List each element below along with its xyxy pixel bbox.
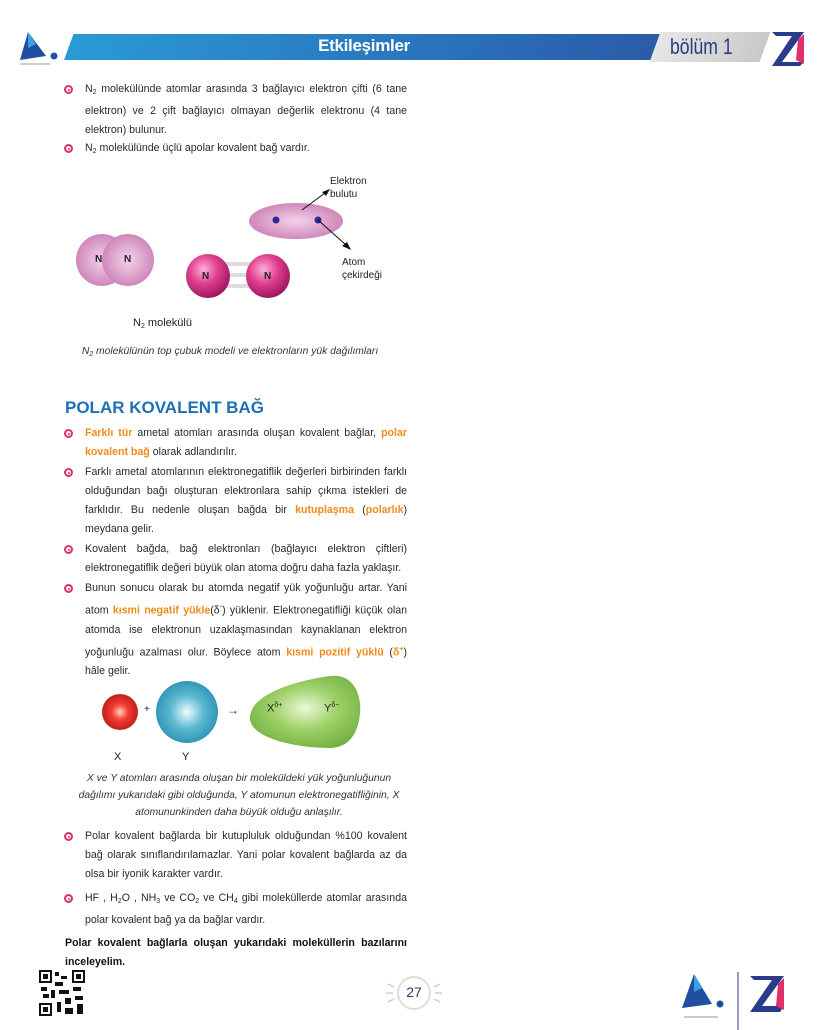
subscript: 3 <box>156 898 161 905</box>
text: ( <box>383 646 393 659</box>
highlight: kısmi pozitif yüklü <box>286 646 384 659</box>
qr-code-icon[interactable] <box>39 970 85 1016</box>
z-logo <box>768 30 808 71</box>
highlight: kutuplaşma <box>295 504 355 516</box>
header-title: Etkileşimler <box>318 36 410 55</box>
text: olarak adlandırılır. <box>149 446 237 458</box>
highlight: polar kovalent bağ <box>85 427 407 458</box>
text: ) yüklenir. Elektronegatifliği küçük olan atomda ise elektronun uzaklaşmasından kaynaklanan elektron yoğunluğu azalması olur. Böylece atom <box>85 604 407 659</box>
y-atom <box>156 681 218 743</box>
footer-z-logo-icon <box>750 976 784 1012</box>
subscript: 2 <box>140 323 145 330</box>
text: ) meydana gelir. <box>85 504 407 535</box>
section-label: bölüm 1 <box>670 34 733 59</box>
bullet-ionic-character <box>85 827 407 884</box>
bullet-icon <box>64 429 73 438</box>
text: N <box>85 142 93 154</box>
text: Y <box>324 702 332 715</box>
text: HF , H <box>85 892 118 904</box>
subscript: 2 <box>195 898 200 905</box>
reaction-arrow: → <box>227 703 239 717</box>
footer-logos <box>680 972 795 1030</box>
publisher-logo <box>16 30 60 66</box>
x-atom-label: X <box>114 751 122 763</box>
superscript: - <box>219 604 223 611</box>
molecule-label <box>133 317 192 330</box>
electron-cloud-model <box>76 234 154 286</box>
atom-label: N <box>124 254 132 265</box>
text: Farklı ametal atomlarının elektronegatiflik değerleri birbirinden farklı olduğundan bağı oluşturan elektronlara sahip çıkma istekleri de farklıdır. Bu nedenle oluşan bağda bir <box>85 466 407 516</box>
superscript: + <box>399 645 404 653</box>
text: ve CH <box>199 892 234 904</box>
text: Polar kovalent bağlarda bir kutupluluk olduğundan %100 kovalent bağ olarak sınıflandırılamazlar. Yani polar kovalent bağlarda az da olsa bir iyonik karakter vardır. <box>85 830 407 880</box>
bullet-bond-electrons <box>85 540 407 578</box>
text: ) hâle gelir. <box>85 646 408 678</box>
bullet-partial-charge <box>85 579 407 681</box>
bullet-icon <box>64 144 73 153</box>
text: X <box>267 702 275 715</box>
section-heading: POLAR KOVALENT BAĞ <box>65 398 264 417</box>
text: O , NH <box>121 892 157 904</box>
text: Kovalent bağda, bağ elektronları (bağlayıcı elektron çiftleri) elektronegatiflik değeri büyük olan atoma doğru daha fazla yaklaşır. <box>85 543 407 574</box>
text: N <box>85 83 93 95</box>
bullet-icon <box>64 85 73 94</box>
text: molekülünde üçlü apolar kovalent bağ vardır. <box>96 142 310 154</box>
text: molekülünde atomlar arasında 3 bağlayıcı elektron çifti (6 tane elektron) ve 2 çift bağlayıcı olmayan değerlik elektronu (4 tane elektron) bulunur. <box>85 83 407 136</box>
subscript: 2 <box>92 89 97 96</box>
highlight: polarlık <box>365 504 404 516</box>
bullet-icon <box>64 832 73 841</box>
highlight: Farklı tür <box>85 427 133 439</box>
xy-figure-caption: X ve Y atomları arasında oluşan bir moleküldeki yük yoğunluğunun dağılımı yukarıdaki gibi olduğunda, Y atomunun elektronegatifliğinin, X atomununkinden daha büyük olduğu anlaşılır. <box>78 773 400 818</box>
subscript: 4 <box>233 898 238 905</box>
page-number: 27 <box>406 984 422 1000</box>
bullet-icon <box>64 468 73 477</box>
x-partial-label <box>267 702 282 715</box>
atom-label: N <box>202 271 210 282</box>
bullet-icon <box>64 894 73 903</box>
text: gibi moleküllerde atomlar arasında polar kovalent bağ ya da bağlar vardır. <box>85 892 407 926</box>
text: ametal atomları arasında oluşan kovalent bağlar, <box>132 427 382 439</box>
superscript: δ+ <box>274 702 283 709</box>
bullet-example-molecules <box>85 889 407 930</box>
text: Bunun sonucu olarak bu atomda negatif yük yoğunluğu artar. Yani atom <box>85 582 407 617</box>
text: ( <box>354 504 366 516</box>
electron-cloud-label: Elektron bulutu <box>330 176 367 200</box>
n2-figure-caption <box>60 343 400 363</box>
atom-label: N <box>264 271 272 282</box>
text: ve CO <box>160 892 196 904</box>
bullet-polarization <box>85 463 407 539</box>
bullet-icon <box>64 545 73 554</box>
atom-label: N <box>95 254 103 265</box>
text: (δ <box>210 604 220 617</box>
text: molekülünün top çubuk modeli ve elektronların yük dağılımları <box>93 346 379 357</box>
text: molekülü <box>144 317 192 329</box>
nucleus-label: Atom çekirdeği <box>342 257 383 281</box>
bullet-n2-bond <box>85 139 407 161</box>
text: N <box>133 317 141 329</box>
highlight: kısmi negatif yükle <box>112 604 211 617</box>
text: N <box>81 346 90 357</box>
plus-sign: + <box>144 704 150 715</box>
logo-arrow-icon <box>16 30 60 66</box>
y-partial-label <box>324 702 339 715</box>
subscript: 2 <box>89 351 94 358</box>
bullet-polar-definition <box>85 424 407 462</box>
highlight: δ <box>392 646 400 659</box>
x-atom <box>102 694 138 730</box>
subscript: 2 <box>117 898 122 905</box>
bullet-icon <box>64 584 73 593</box>
subscript: 2 <box>92 148 97 155</box>
superscript: δ− <box>331 702 340 709</box>
footer-arrow-logo-icon <box>682 974 724 1018</box>
z-logo-icon <box>768 30 808 66</box>
y-atom-label: Y <box>182 751 190 763</box>
closing-paragraph: Polar kovalent bağlarla oluşan yukarıdaki moleküllerin bazılarını inceleyelim. <box>65 937 407 968</box>
bullet-n2-electrons <box>85 80 407 140</box>
